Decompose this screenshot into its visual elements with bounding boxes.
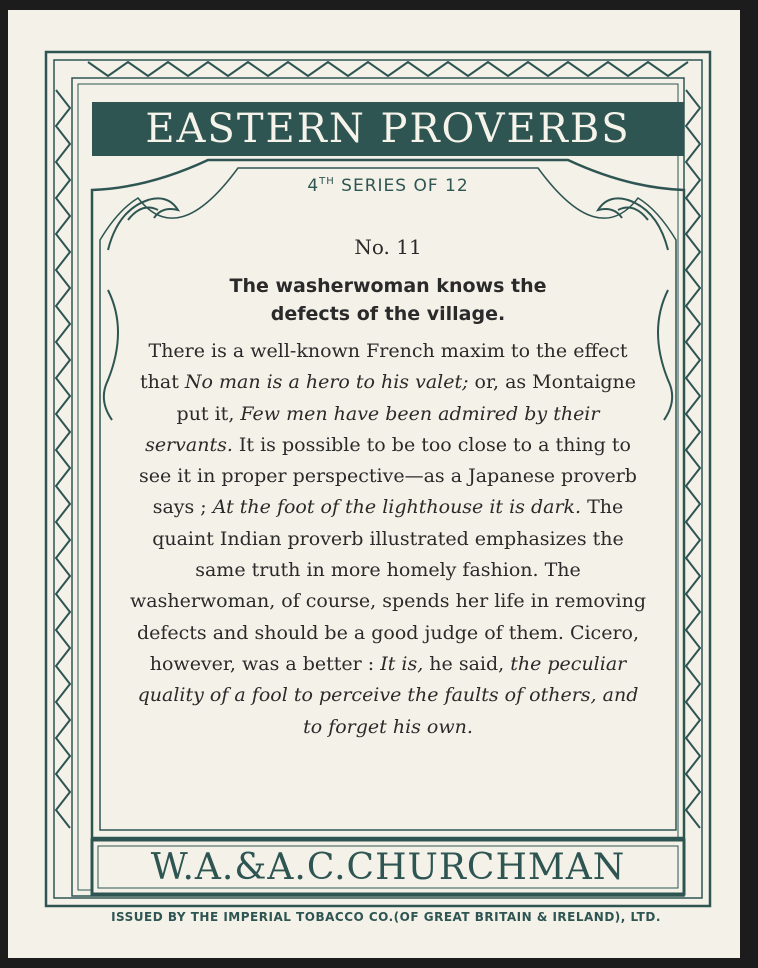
body-italic-5: the peculiar quality of a fool to perceive the faults of others, and to forget his own. [137, 652, 639, 738]
series-label [278, 176, 498, 196]
body-text-4: The quaint Indian proverb illustrated emphasizes the same truth in more homely fashion. The washerwoman, of course, spends her life in removing defects and should be a good judge of them. Cicero, however, was a better : [130, 496, 647, 675]
body-italic-1: No man is a hero to his valet; [184, 371, 469, 394]
manufacturer-name: W.A.&A.C.CHURCHMAN [150, 846, 626, 888]
card-title: EASTERN PROVERBS [145, 106, 631, 152]
issuer-line: ISSUED BY THE IMPERIAL TOBACCO CO.(OF GREAT BRITAIN & IRELAND), LTD. [111, 910, 661, 924]
series-number: 4 [307, 176, 320, 196]
card-number: No. 11 [354, 235, 422, 259]
body-text-1: There is a well-known French maxim to the effect that [140, 340, 628, 394]
proverb-headline [158, 272, 618, 328]
headline-line-2: defects of the village. [270, 303, 506, 325]
body-text-2: or, as Montaigne put it, [176, 371, 636, 425]
headline-line-1: The washerwoman knows the [229, 275, 547, 297]
body-text-3: It is possible to be too close to a thing to see it in proper perspective—as a Japanese proverb says ; [139, 433, 637, 519]
series-text: SERIES OF 12 [334, 176, 469, 196]
body-italic-2: Few men have been admired by their servants. [145, 402, 600, 456]
series-ordinal: TH [319, 176, 335, 187]
body-italic-3: At the foot of the lighthouse it is dark. [212, 496, 582, 519]
body-text-5: he said, [423, 652, 511, 675]
proverb-description [130, 336, 646, 743]
body-italic-4: It is, [380, 652, 424, 675]
cigarette-card [8, 10, 740, 958]
